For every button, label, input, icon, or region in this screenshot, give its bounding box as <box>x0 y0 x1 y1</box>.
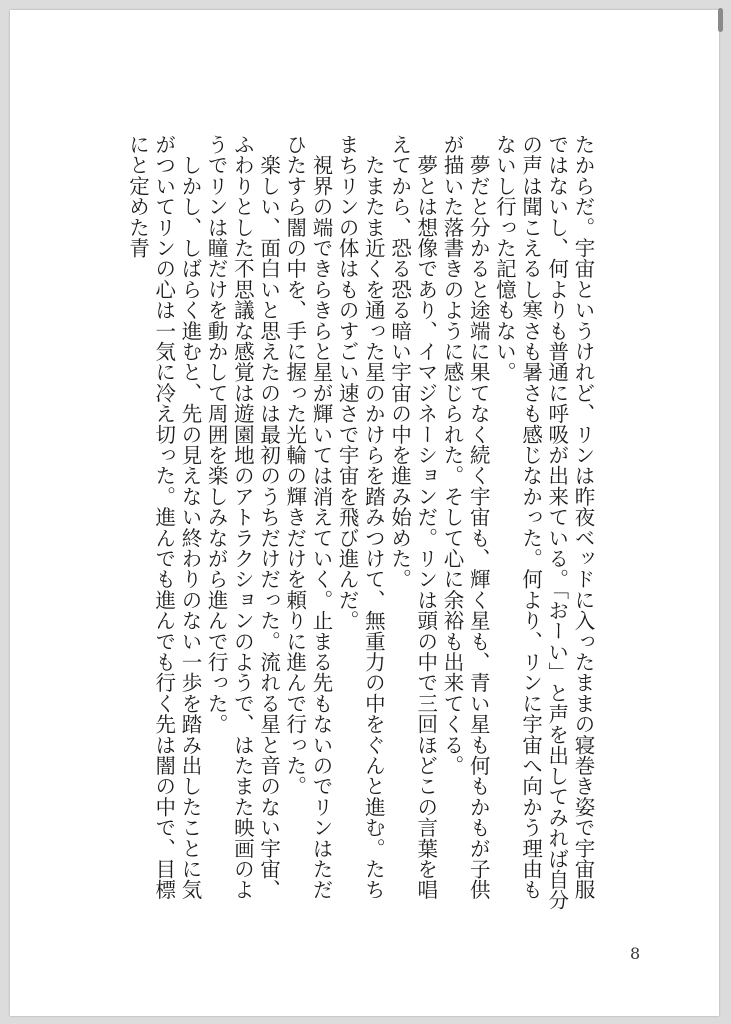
paragraph-2: 夢だと分かると途端に果てなく続く宇宙も、輝く星も、青い星も何もかもが子供が描いた落書きのように感じられた。そして心に余裕も出来てくる。 <box>439 134 491 900</box>
scrollbar[interactable] <box>718 0 723 1024</box>
paragraph-7: しかし、しばらく進むと、先の見えない終わりのない一歩を踏み出したことに気がついてリンの心は一気に冷え切った。進んでも進んでも行く先は闇の中で、目標にと定めた青 <box>125 134 202 900</box>
paragraph-1: たからだ。宇宙というけれど、リンは昨夜ベッドに入ったままの寝巻き姿で宇宙服ではないし、何よりも普通に呼吸が出来ている。「おーい」と声を出してみれば自分の声は聞こえるし寒さも暑さも感じなかった。何より、リンに宇宙へ向かう理由もないし行った記憶もない。 <box>492 134 595 911</box>
paragraph-4: たまたま近くを通った星のかけらを踏みつけて、無重力の中をぐんと進む。たちまちリンの体はものすごい速さで宇宙を飛び進んだ。 <box>335 134 386 900</box>
scrollbar-thumb[interactable] <box>718 8 723 32</box>
paragraph-5: 視界の端できらきらと星が輝いては消えていく。止まる先もないのでリンはただひたすら闇の中を、手に握った光輪の輝きだけを頼りに進んで行った。 <box>282 134 333 900</box>
book-page <box>10 10 719 1016</box>
vertical-text-body <box>104 134 596 914</box>
paragraph-6: 楽しい、面白いと思えたのは最初のうちだけだった。流れる星と音のない宇宙、ふわりとした不思議な感覚は遊園地のアトラクションのようで、はたまた映画のようでリンは瞳だけを動かして周囲を楽しみながら進んで行った。 <box>204 134 281 900</box>
page-number: 8 <box>630 944 641 963</box>
paragraph-3: 夢とは想像であり、イマジネーションだ。リンは頭の中で三回ほどこの言葉を唱えてから、恐る恐る暗い宇宙の中を進み始めた。 <box>387 134 438 900</box>
